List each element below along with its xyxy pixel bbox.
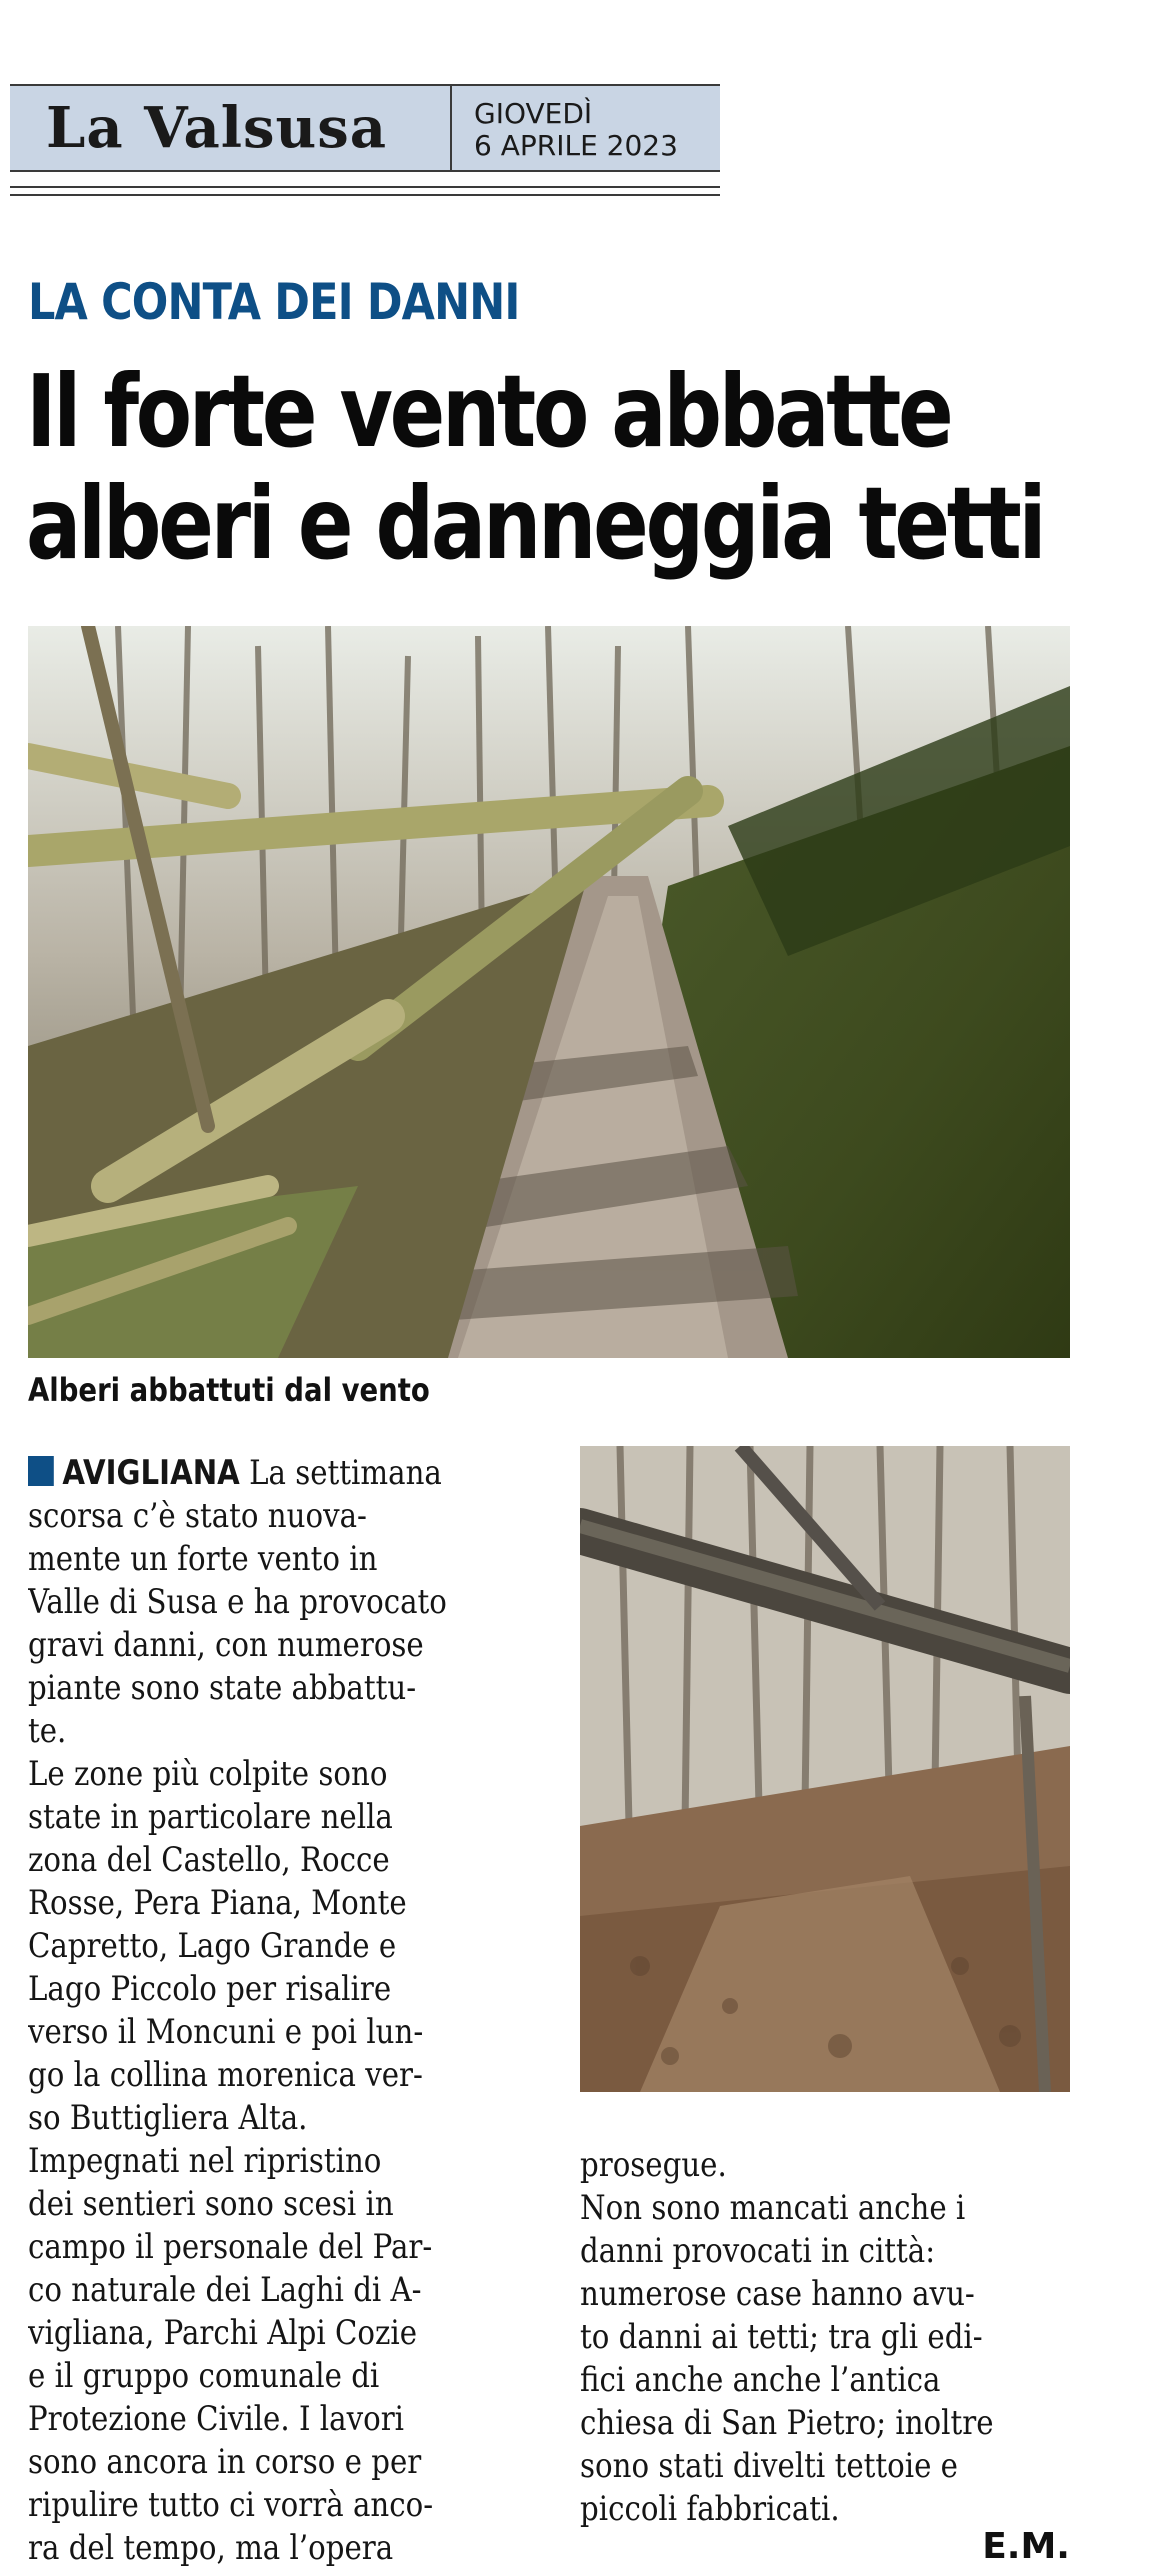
body-line: e il gruppo comunale di bbox=[28, 2356, 380, 2396]
masthead bbox=[10, 84, 720, 172]
photo-caption: Alberi abbattuti dal vento bbox=[28, 1371, 430, 1409]
body-line: Impegnati nel ripristino bbox=[28, 2141, 382, 2181]
body-line: go la collina morenica ver- bbox=[28, 2055, 423, 2095]
body-line: dei sentieri sono scesi in bbox=[28, 2184, 394, 2224]
newspaper-name: La Valsusa bbox=[46, 95, 388, 161]
body-line: chiesa di San Pietro; inoltre bbox=[580, 2403, 994, 2443]
body-line: piccoli fabbricati. bbox=[580, 2489, 840, 2529]
body-lines bbox=[580, 2144, 1070, 2531]
body-line: mente un forte vento in bbox=[28, 1539, 378, 1579]
body-line: numerose case hanno avu- bbox=[580, 2274, 975, 2314]
body-line: Lago Piccolo per risalire bbox=[28, 1969, 392, 2009]
body-line: scorsa c’è stato nuova- bbox=[28, 1496, 367, 1536]
body-line: Non sono mancati anche i bbox=[580, 2188, 966, 2228]
article-headline bbox=[26, 353, 1044, 582]
body-line: danni provocati in città: bbox=[580, 2231, 936, 2271]
body-line: ripulire tutto ci vorrà anco- bbox=[28, 2485, 434, 2525]
body-lines bbox=[28, 1495, 522, 2568]
main-photo bbox=[28, 626, 1070, 1358]
issue-day: 6 APRILE 2023 bbox=[474, 129, 678, 162]
side-photo bbox=[580, 1446, 1070, 2092]
body-text: La settimana bbox=[249, 1453, 442, 1493]
article-body-left-column bbox=[28, 1452, 522, 2568]
body-line: Rosse, Pera Piana, Monte bbox=[28, 1883, 407, 1923]
body-line: to danni ai tetti; tra gli edi- bbox=[580, 2317, 983, 2357]
body-line: prosegue. bbox=[580, 2145, 727, 2185]
body-line: fici anche anche l’antica bbox=[580, 2360, 941, 2400]
body-line: sono ancora in corso e per bbox=[28, 2442, 422, 2482]
body-line: state in particolare nella bbox=[28, 1797, 393, 1837]
masthead-divider bbox=[450, 86, 452, 170]
body-line: te. bbox=[28, 1711, 67, 1751]
body-line bbox=[28, 1452, 453, 1495]
body-line: Valle di Susa e ha provocato bbox=[28, 1582, 447, 1622]
body-line: co naturale dei Laghi di A- bbox=[28, 2270, 422, 2310]
body-line: ra del tempo, ma l’opera bbox=[28, 2528, 394, 2568]
fallen-tree-trail-image bbox=[580, 1446, 1070, 2092]
headline-line: Il forte vento abbatte bbox=[26, 353, 951, 470]
headline-line: alberi e danneggia tetti bbox=[26, 465, 1044, 582]
body-line: zona del Castello, Rocce bbox=[28, 1840, 390, 1880]
issue-date bbox=[474, 98, 678, 162]
author-signature: E.M. bbox=[982, 2526, 1070, 2567]
body-line: piante sono state abbattu- bbox=[28, 1668, 417, 1708]
body-line: vigliana, Parchi Alpi Cozie bbox=[28, 2313, 418, 2353]
body-line: Le zone più colpite sono bbox=[28, 1754, 388, 1794]
section-marker-square bbox=[28, 1456, 54, 1486]
article-body-right-column bbox=[580, 2144, 1070, 2531]
masthead-rule-bottom bbox=[10, 194, 720, 196]
body-line: campo il personale del Par- bbox=[28, 2227, 433, 2267]
body-line: so Buttigliera Alta. bbox=[28, 2098, 308, 2138]
article-kicker: LA CONTA DEI DANNI bbox=[28, 273, 520, 331]
body-line: verso il Moncuni e poi lun- bbox=[28, 2012, 424, 2052]
fallen-trees-path-image bbox=[28, 626, 1070, 1358]
body-line: Protezione Civile. I lavori bbox=[28, 2399, 405, 2439]
body-line: gravi danni, con numerose bbox=[28, 1625, 424, 1665]
masthead-rule-top bbox=[10, 186, 720, 188]
body-line: Capretto, Lago Grande e bbox=[28, 1926, 397, 1966]
body-line: sono stati divelti tettoie e bbox=[580, 2446, 958, 2486]
dateline: AVIGLIANA bbox=[62, 1453, 240, 1493]
issue-weekday: GIOVEDÌ bbox=[474, 97, 593, 130]
